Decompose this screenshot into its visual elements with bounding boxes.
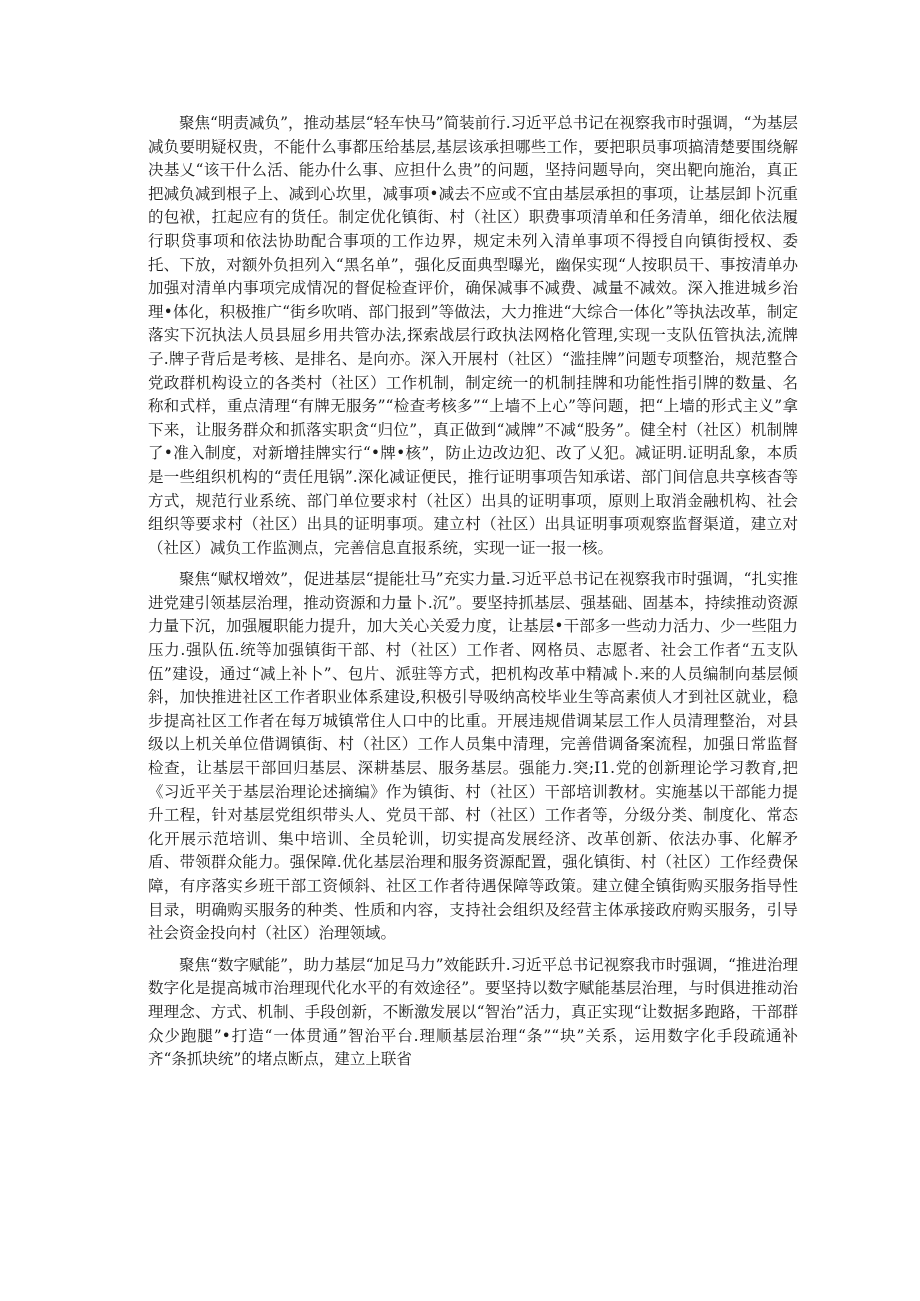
- paragraph-1: 聚焦“明责减负”，推动基层“轻车快马”简装前行.习近平总书记在视察我市时强调，“为基层减负要明疑权贵，不能什么事都压给基层,基层该承担哪些工作，要把职员事项搞清楚要围绕解决基乂“该干什么活、能办什么事、应担什么贵”的问题，坚持问题导向，突出靶向施治，真正把减负减到根子上、减到心坎里，减事项•减去不应或不宜由基层承担的事项，让基层卸卜沉重的包袱，扛起应有的货任。制定优化镇街、村（社区）职费事项清单和任务清单，细化依法履行职贷事项和依法协助配合事项的工作边界，规定未列入清单事项不得授自向镇街授权、委托、下放，对额外负担列入“黑名单”，强化反面典型曝光，幽保实现“人按职员干、事按清单办加强对清单内事项完成情况的督促检查评价，确保减事不减费、减量不减效。深入推进城乡治理•体化，积极推广“街乡吹哨、部门报到”等做法，大力推进“大综合一体化”等执法改革，制定落实下沉执法人员县屈乡用共管办法,探索战层行政执法网格化管理,实现一支队伍管执法,流牌子.牌子背后是考核、是排名、是向亦。深入开展村（社区）“滥挂牌”问题专项整治，规范整合党政群机构设立的各类村（社区）工作机制，制定统一的机制挂牌和功能性指引牌的数量、名称和式样，重点清理“有牌无服务”“检查考核多”“上墙不上心”等问题，把“上墙的形式主义”拿下来，让服务群众和抓落实职贪“归位”，真正做到“减牌”不减“股务”。健全村（社区）机制牌了•准入制度，对新增挂牌实行“•牌•核”，防止边改边犯、改了乂犯。减证明.证明乱象，本质是一些组织机构的“责任甩锅”.深化减证便民，推行证明事项告知承诺、部门间信息共享核杳等方式，规范行业系统、部门单位要求村（社区）出具的证明事项，原则上取消金融机构、社会组织等要求村（社区）出具的证明事项。建立村（社区）出具证明事项观察监督渠道，建立对（社区）减负工作监测点，完善信息直报系统，实现一证一报一核。: [148, 114, 798, 557]
- paragraph-2: 聚焦“赋权增效”，促进基层“提能壮马”充实力量.习近平总书记在视察我市时强调，“扎实推进党建引领基层治理，推动资源和力量卜.沉”。要坚持抓基层、强基础、固基本，持续推动资源力量下沉，加强履职能力提升，加大关心关爱力度，让基层•干部多一些动力活力、少一些阻力压力.强队伍.统等加强镇街干部、村（社区）工作者、网格员、志愿者、社会工作者“五支队伍”建设，通过“减上补卜”、包片、派驻等方式，把机构改革中精减卜.来的人员编制向基层倾斜，加快推进社区工作者职业体系建设,积极引导吸纳高校毕业生等高素侦人才到社区就业，稳步提高社区工作者在每万城镇常住人口中的比重。开展违规借调某层工作人员清理整治，对县级以上机关单位借调镇街、村（社区）工作人员集中清理，完善借调备案流程，加强日常监督检查，让基层干部回归基层、深耕基层、服务基层。强能力.突;I1.党的创新理论学习教育,把《习近平关于基层治理论述摘编》作为镇街、村（社区）干部培训教材。实施基以干部能力提升工程，针对基层党组织带头人、党员干部、村（社区）工作者等，分级分类、制度化、常态化开展示范培训、集中培训、全员轮训，切实提高发展经济、改革创新、依法办事、化解矛盾、带领群众能力。强保障.优化基层治理和服务资源配置，强化镇街、村（社区）工作经费保障，有序落实乡班干部工资倾斜、社区工作者待遇保障等政策。建立健全镇街购买服务指导性目录，明确购买服务的种类、性质和内容，支持社会组织及经营主体承接政府购买服务，引导社会资金投向村（社区）治理领域。: [148, 570, 798, 943]
- document-body: [148, 112, 798, 1080]
- paragraph-3: 聚焦“数字赋能”，助力基层“加足马力”效能跃升.习近平总书记视察我市时强调，“推进治理数字化是提高城市治理现代化水平的有效途径”。要坚持以数字赋能基层治理，与时俱进推动治理理念、方式、机制、手段创新，不断激发展以“智治”活力，真正实现“让数据多跑路，干部群众少跑腿”•打造“一体贯通”智治平台.理顺基层治理“条”“块”关系，运用数字化手段疏通补齐“条抓块统”的堵点断点，建立上联省: [148, 955, 798, 1069]
